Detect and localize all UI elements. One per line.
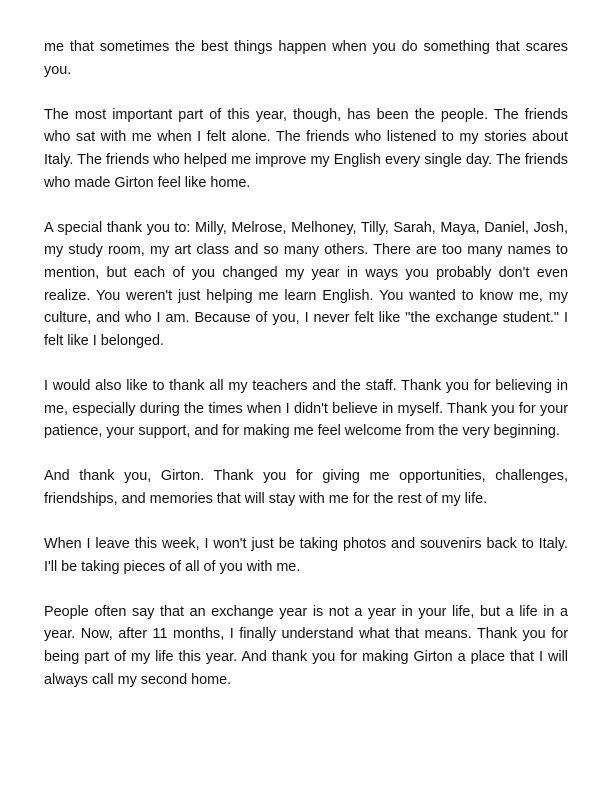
paragraph-special-thanks: A special thank you to: Milly, Melrose, Melhoney, Tilly, Sarah, Maya, Daniel, Josh, my study room, my art class and so many others. There are too many names to mention, but each of you changed my year in ways you probably don't even realize. You weren't just helping me learn English. You wanted to know me, my culture, and who I am. Because of you, I never felt like "the exchange student." I felt like I belonged. (44, 219, 568, 349)
paragraph-teachers: I would also like to thank all my teachers and the staff. Thank you for believing in me, especially during the times when I didn't believe in myself. Thank you for your patience, your support, and for making me feel welcome from the very beginning. (44, 377, 568, 440)
paragraph-friends: The most important part of this year, though, has been the people. The friends who sat with me when I felt alone. The friends who listened to my stories about Italy. The friends who helped me improve my English every single day. The friends who made Girton feel like home. (44, 106, 568, 191)
paragraph-closing: People often say that an exchange year is not a year in your life, but a life in a year. Now, after 11 months, I finally understand what that means. Thank you for being part of my life this year. And thank you for making Girton a place that I will always call my second home. (44, 603, 568, 688)
document-page (44, 36, 568, 691)
paragraph-continuation: me that sometimes the best things happen when you do something that scares you. (44, 39, 568, 78)
paragraph-leaving: When I leave this week, I won't just be taking photos and souvenirs back to Italy. I'll be taking pieces of all of you with me. (44, 536, 568, 575)
paragraph-girton: And thank you, Girton. Thank you for giving me opportunities, challenges, friendships, and memories that will stay with me for the rest of my life. (44, 468, 568, 507)
